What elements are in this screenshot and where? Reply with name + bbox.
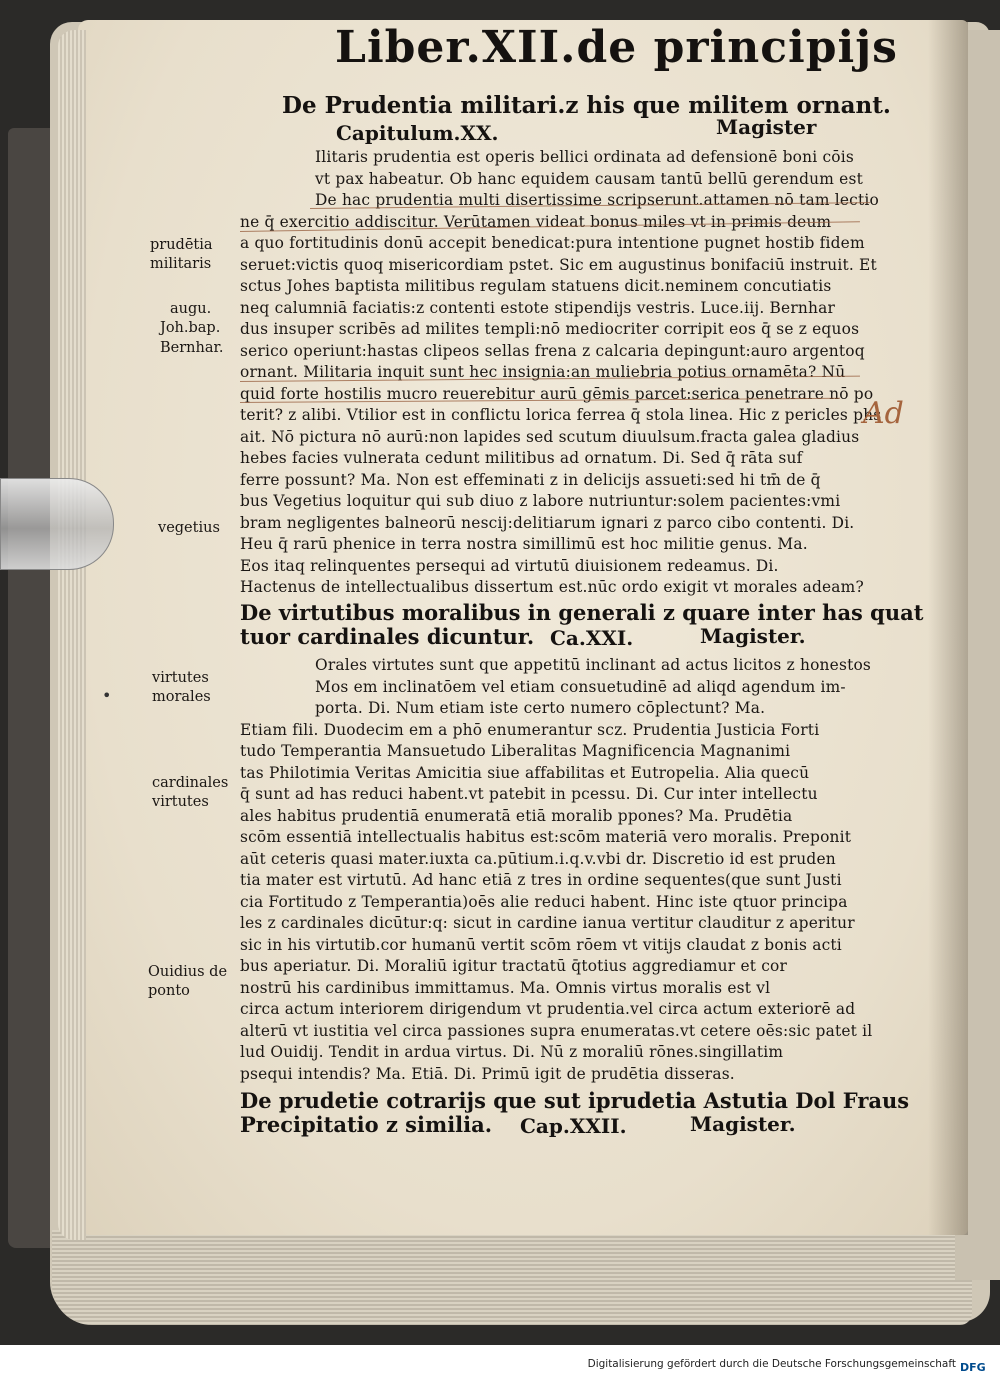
text-line: De hac prudentia multi disertissime scripserunt.attamen nō tam lectio <box>315 191 879 209</box>
section-xxi-speaker: Magister. <box>700 624 806 648</box>
text-line: les z cardinales dicūtur:q: sicut in cardine ianua vertitur clauditur z aperitur <box>240 914 855 932</box>
text-line: Etiam fili. Duodecim em a phō enumerantur scz. Prudentia Justicia Forti <box>240 721 820 739</box>
text-line: ait. Nō pictura nō aurū:non lapides sed scutum diuulsum.fracta galea gladius <box>240 428 860 446</box>
text-line: a quo fortitudinis donū accepit benedicat:pura intentione pugnet hostib fidem <box>240 234 865 252</box>
section-xxii-speaker: Magister. <box>690 1112 796 1136</box>
margin-note-joh-bap: Joh.bap. <box>160 320 221 336</box>
text-line: scōm essentiā intellectualis habitus est:scōm materiā vero moralis. Preponit <box>240 828 852 846</box>
text-line: q̄ sunt ad has reduci habent.vt patebit in pcessu. Di. Cur inter intellectu <box>240 785 818 803</box>
section-xxii-title-cont: Precipitatio z similia. <box>240 1112 493 1137</box>
text-line: quid forte hostilis mucro reuerebitur aurū gēmis parcet:serica penetrare nō po <box>240 385 874 403</box>
text-line: lud Ouidij. Tendit in ardua virtus. Di. Nū z moraliū rōnes.singillatim <box>240 1043 784 1061</box>
margin-note-prudentia: prudētia militaris <box>150 237 213 272</box>
margin-note-vegetius: vegetius <box>158 520 220 536</box>
margin-note-virtutes-morales: virtutes morales <box>152 670 211 705</box>
text-line: bus aperiatur. Di. Moraliū igitur tractatū q̄totius aggrediamur et cor <box>240 957 788 975</box>
handwritten-margin-mark: Ad <box>863 396 904 431</box>
text-line: Mos em inclinatōem vel etiam consuetudinē ad aliqd agendum im- <box>315 678 846 696</box>
chapter-xx-title: De Prudentia militari.z his que militem ornant. <box>282 92 891 119</box>
margin-note-ouidius: Ouidius de ponto <box>148 964 228 999</box>
text-line: cia Fortitudo z Temperantia)oēs alie reduci habent. Hinc iste qtuor principa <box>240 893 848 911</box>
text-line: tudo Temperantia Mansuetudo Liberalitas Magnificencia Magnanimi <box>240 742 791 760</box>
text-line: tia mater est virtutū. Ad hanc etiā z tres in ordine sequentes(que sunt Justi <box>240 871 842 889</box>
section-xxi-title: De virtutibus moralibus in generali z quare inter has quat <box>240 600 924 625</box>
page-edge-left <box>58 30 86 1240</box>
text-line: tas Philotimia Veritas Amicitia siue affabilitas et Eutropelia. Alia quecū <box>240 764 810 782</box>
footer-credit: Digitalisierung gefördert durch die Deutsche Forschungsgemeinschaft <box>587 1358 956 1370</box>
text-line: Ilitaris prudentia est operis bellici ordinata ad defensionē boni cōis <box>315 148 854 166</box>
text-line: Orales virtutes sunt que appetitū inclinant ad actus licitos z honestos <box>315 656 872 674</box>
chapter-xx-speaker: Magister <box>716 115 817 139</box>
text-line: ales habitus prudentiā enumeratā etiā moralib ppones? Ma. Prudētia <box>240 807 793 825</box>
section-xxi-title-cont: tuor cardinales dicuntur. <box>240 624 535 649</box>
gutter-shadow <box>928 20 968 1235</box>
page-heading: Liber.XII.de principijs <box>335 22 898 73</box>
section-xxi-label: Ca.XXI. <box>550 626 634 650</box>
section-xxii-label: Cap.XXII. <box>520 1114 627 1138</box>
text-line: bus Vegetius loquitur qui sub diuo z labore nutriuntur:solem pacientes:vmi <box>240 492 841 510</box>
section-xxii-title: De prudetie cotrarijs que sut iprudetia Astutia Dol Fraus <box>240 1088 910 1113</box>
text-line: Hactenus de intellectualibus dissertum est.nūc ordo exigit vt morales adeam? <box>240 578 864 596</box>
text-line: circa actum interiorem dirigendum vt prudentia.vel circa actum exteriorē ad <box>240 1000 856 1018</box>
dfg-logo: DFG <box>960 1361 986 1374</box>
margin-note-bernhar: Bernhar. <box>160 340 224 356</box>
margin-note-augu: augu. <box>170 301 212 317</box>
text-line: neq calumniā faciatis:z contenti estote stipendijs vestris. Luce.iij. Bernhar <box>240 299 836 317</box>
text-line: hebes facies vulnerata cedunt militibus ad ornatum. Di. Sed q̄ rāta suf <box>240 449 803 467</box>
text-line: serico operiunt:hastas clipeos sellas frena z calcaria depingunt:auro argentoq <box>240 342 865 360</box>
margin-note-cardinales: cardinales virtutes <box>152 775 229 810</box>
page-edge-bottom <box>52 1230 972 1325</box>
text-line: seruet:victis quoq misericordiam pstet. Sic em augustinus bonifaciū instruit. Et <box>240 256 877 274</box>
text-line: aūt ceteris quasi mater.iuxta ca.pūtium.i.q.v.vbi dr. Discretio id est pruden <box>240 850 836 868</box>
text-line: terit? z alibi. Vtilior est in conflictu lorica ferrea q̄ stola linea. Hic z pericles phs <box>240 406 882 424</box>
text-line: psequi intendis? Ma. Etiā. Di. Primū igit de prudētia disseras. <box>240 1065 735 1083</box>
text-line: Eos itaq relinquentes persequi ad virtutū diuisionem redeamus. Di. <box>240 557 779 575</box>
chapter-xx-label: Capitulum.XX. <box>336 121 499 145</box>
text-line: sctus Johes baptista militibus regulam statuens dicit.neminem concutiatis <box>240 277 832 295</box>
text-line: ornant. Militaria inquit sunt hec insignia:an muliebria potius ornamēta? Nū <box>240 363 846 381</box>
text-line: ne q̄ exercitio addiscitur. Verūtamen videat bonus miles vt in primis deum <box>240 213 832 231</box>
margin-dot: • <box>102 686 112 705</box>
text-line: vt pax habeatur. Ob hanc equidem causam tantū bellū gerendum est <box>315 170 863 188</box>
text-line: bram negligentes balneorū nescij:delitiarum ignari z parco cibo contenti. Di. <box>240 514 855 532</box>
text-line: alterū vt iustitia vel circa passiones supra enumeratas.vt cetere oēs:sic patet il <box>240 1022 873 1040</box>
text-line: ferre possunt? Ma. Non est effeminati z in delicijs assueti:sed hi tm̄ de q̄ <box>240 471 821 489</box>
text-line: porta. Di. Num etiam iste certo numero cōplectunt? Ma. <box>315 699 766 717</box>
footer-bar <box>0 1345 1000 1377</box>
text-line: sic in his virtutib.cor humanū vertit scōm rōem vt vitijs claudat z bonis acti <box>240 936 842 954</box>
text-line: nostrū his cardinibus immittamus. Ma. Omnis virtus moralis est vl <box>240 979 771 997</box>
text-line: dus insuper scribēs ad milites templi:nō mediocriter corripit eos q̄ se z equos <box>240 320 860 338</box>
page-clip <box>0 478 114 570</box>
text-line: Heu q̄ rarū phenice in terra nostra simillimū est hoc militie genus. Ma. <box>240 535 808 553</box>
